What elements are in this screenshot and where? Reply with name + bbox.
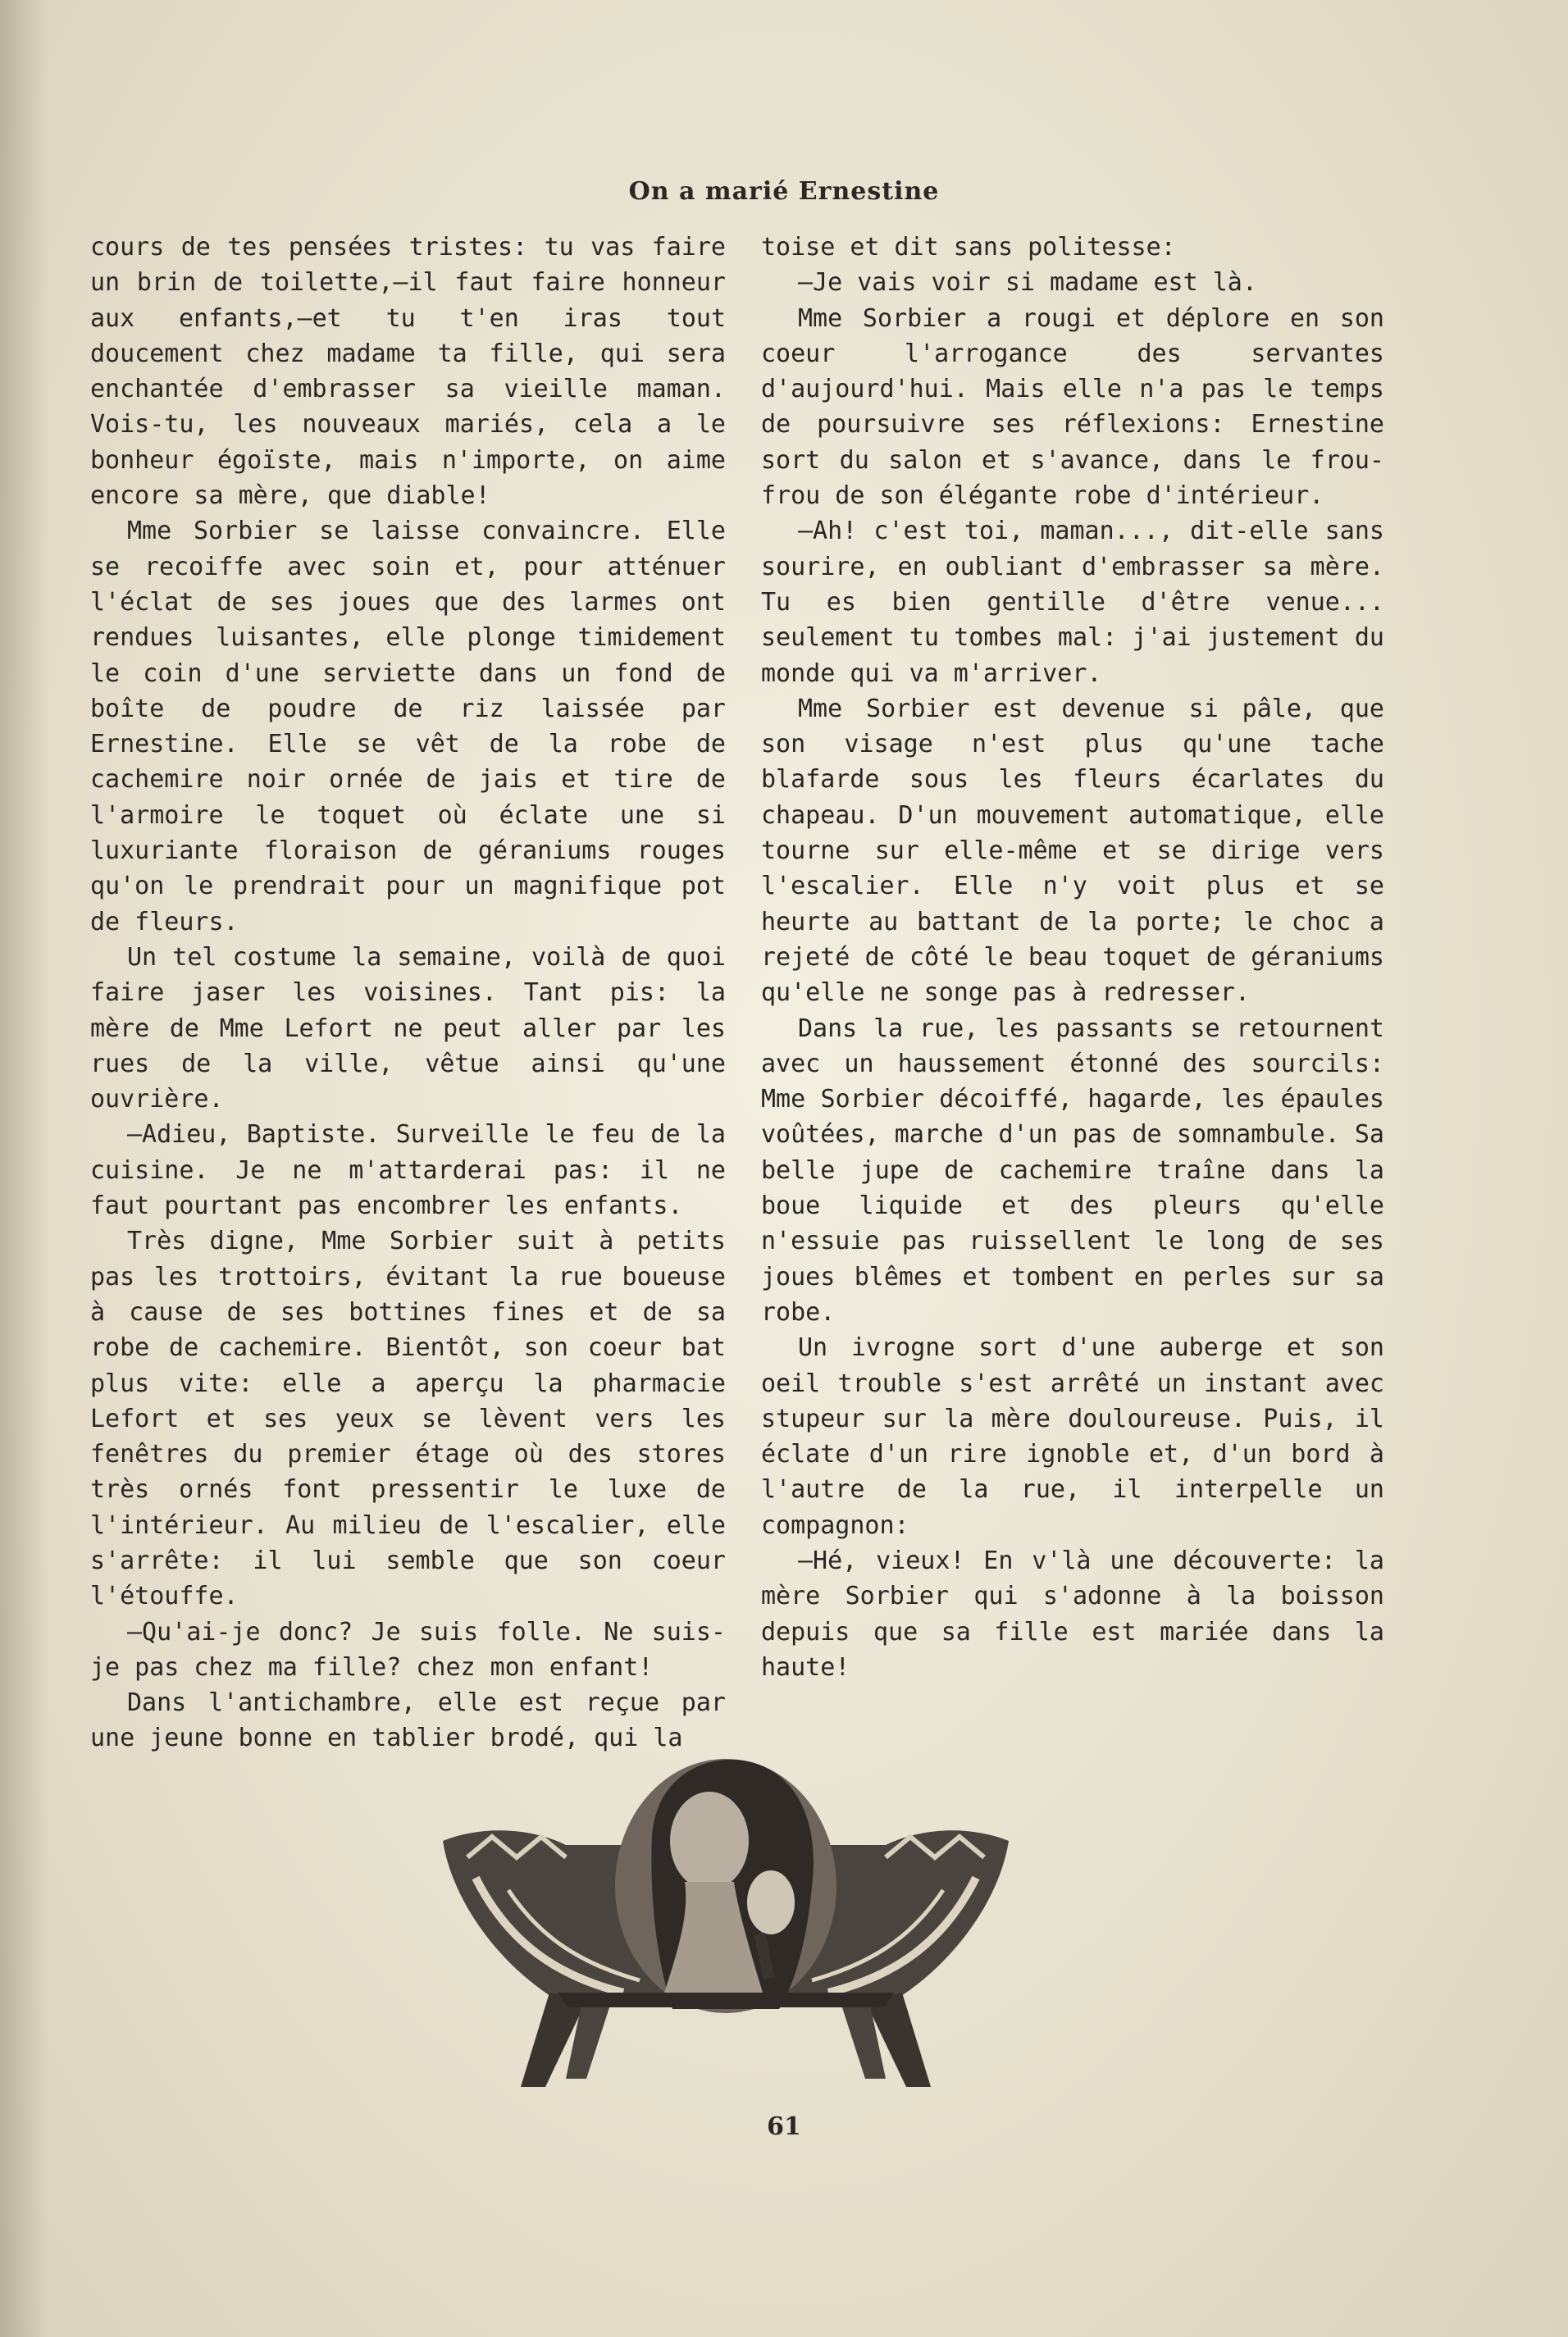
paragraph: Mme Sorbier est devenue si pâle, que son visage n'est plus qu'une tache blafarde sous les fleurs écarlates du chapeau. D'un mouvement automatique, elle tourne sur elle-même et se dirige vers l'escalier. Elle n'y voit plus et se heurte au battant de la porte; le choc a rejeté de côté le beau toquet de géraniums qu'elle ne songe pas à redresser. bbox=[761, 694, 1384, 1008]
paragraph: —Adieu, Baptiste. Surveille le feu de la cuisine. Je ne m'attarderai pas: il ne faut pourtant pas encombrer les enfants. bbox=[90, 1120, 726, 1221]
right-column bbox=[761, 230, 1384, 1685]
paragraph: —Hé, vieux! En v'là une découverte: la mère Sorbier qui s'adonne à la boisson depuis que sa fille est mariée dans la haute! bbox=[761, 1546, 1384, 1682]
paragraph: Mme Sorbier a rougi et déplore en son coeur l'arrogance des servantes d'aujourd'hui. Mais elle n'a pas le temps de poursuivre ses réflexions: Ernestine sort du salon et s'avance, dans le frou-frou de son élégante robe d'intérieur. bbox=[761, 303, 1384, 511]
paragraph: Un ivrogne sort d'une auberge et son oeil trouble s'est arrêté un instant avec stupeur sur la mère douloureuse. Puis, il éclate d'un rire ignoble et, d'un bord à l'autre de la rue, il interpelle un compagnon: bbox=[761, 1333, 1384, 1540]
paragraph: —Ah! c'est toi, maman..., dit-elle sans sourire, en oubliant d'embrasser sa mère. Tu es bien gentille d'être venue... seulement tu tombes mal: j'ai justement du monde qui va m'arriver. bbox=[761, 517, 1384, 688]
hand-mirror bbox=[745, 1868, 797, 1937]
portrait-face bbox=[670, 1792, 749, 1890]
spine-shadow bbox=[0, 0, 49, 2337]
paragraph: Dans la rue, les passants se retournent avec un haussement étonné des sourcils: Mme Sorbier décoiffé, hagarde, les épaules voûtées, marche d'un pas de somnambule. Sa belle jupe de cachemire traîne dans la boue liquide et des pleurs qu'elle n'essuie pas ruissellent le long de ses joues blêmes et tombent en perles sur sa robe. bbox=[761, 1014, 1384, 1327]
running-head: On a marié Ernestine bbox=[628, 177, 940, 206]
paragraph: cours de tes pensées tristes: tu vas faire un brin de toilette,—il faut faire honneur aux enfants,—et tu t'en iras tout doucement chez madame ta fille, qui sera enchantée d'embrasser sa vieille maman. Vois-tu, les nouveaux mariés, cela a le bonheur égoïste, mais n'importe, on aime encore sa mère, que diable! bbox=[90, 233, 726, 511]
page-number: 61 bbox=[767, 2112, 801, 2141]
paragraph: —Je vais voir si madame est là. bbox=[798, 268, 1257, 298]
left-column bbox=[90, 230, 726, 1756]
paragraph: Très digne, Mme Sorbier suit à petits pas les trottoirs, évitant la rue boueuse à cause de ses bottines fines et de sa robe de cachemire. Bientôt, son coeur bat plus vite: elle a aperçu la pharmacie Lefort et ses yeux se lèvent vers les fenêtres du premier étage où des stores très ornés font pressentir le luxe de l'intérieur. Au milieu de l'escalier, elle s'arrête: il lui semble que son coeur l'étouffe. bbox=[90, 1227, 726, 1611]
paragraph: —Qu'ai-je donc? Je suis folle. Ne suis-je pas chez ma fille? chez mon enfant! bbox=[90, 1617, 726, 1682]
ornamental-vignette bbox=[435, 1747, 1017, 2091]
paragraph: Dans l'antichambre, elle est reçue par une jeune bonne en tablier brodé, qui la bbox=[90, 1688, 726, 1753]
paragraph: Un tel costume la semaine, voilà de quoi faire jaser les voisines. Tant pis: la mère de Mme Lefort ne peut aller par les rues de la ville, vêtue ainsi qu'une ouvrière. bbox=[90, 942, 726, 1114]
paragraph: Mme Sorbier se laisse convaincre. Elle se recoiffe avec soin et, pour atténuer l'éclat de ses joues que des larmes ont rendues luisantes, elle plonge timidement le coin d'une serviette dans un fond de boîte de poudre de riz laissée par Ernestine. Elle se vêt de la robe de cachemire noir ornée de jais et tire de l'armoire le toquet où éclate une si luxuriante floraison de géraniums rouges qu'on le prendrait pour un magnifique pot de fleurs. bbox=[90, 517, 726, 936]
vessel-rim bbox=[558, 1993, 894, 2007]
paragraph: toise et dit sans politesse: bbox=[761, 233, 1176, 262]
